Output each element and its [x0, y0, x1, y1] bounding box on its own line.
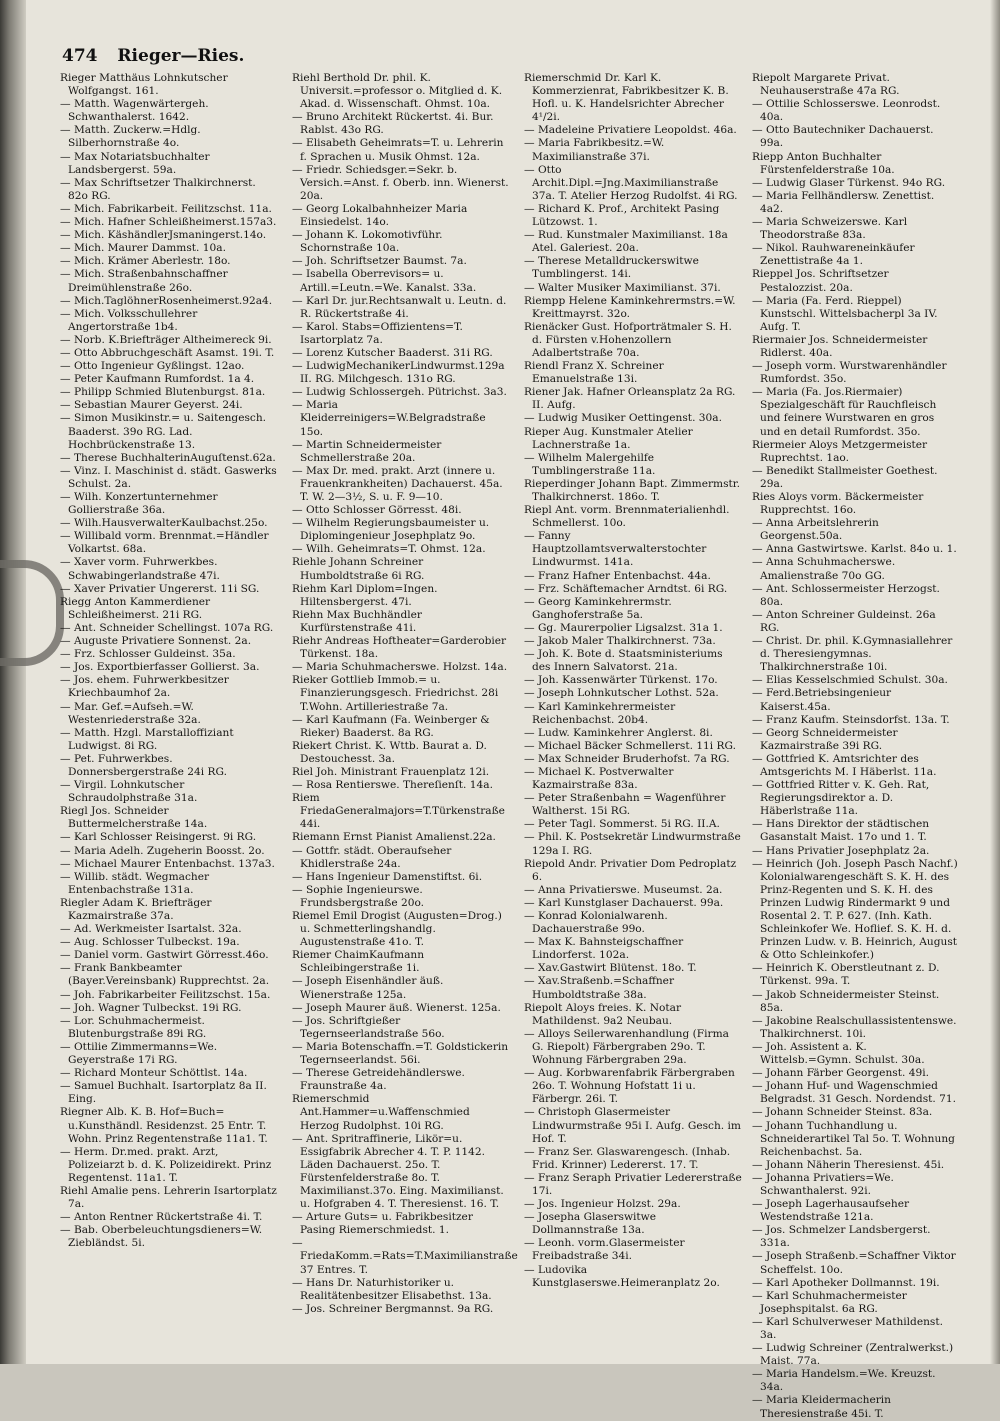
- directory-entry: Riegner Alb. K. B. Hof=Buch= u.Kunsthändl. Residenzst. 25 Entr. T. Wohn. Prinz Regentenstraße 11a1. T.: [60, 1106, 268, 1145]
- directory-entry: — Franz Hafner Entenbachst. 44a.: [524, 569, 711, 582]
- directory-entry: — Therese Getreidehändlerswe. Fraunstraße 4a.: [292, 1067, 465, 1093]
- directory-entry: — Xaver vorm. Fuhrwerkbes. Schwabingerlandstraße 47i.: [60, 556, 220, 582]
- directory-entry: — Mich. Straßenbahnschaffner Dreimühlenstraße 26o.: [60, 268, 228, 294]
- directory-entry: Riegl Jos. Schneider Buttermelcherstraße 14a.: [60, 805, 208, 831]
- directory-entry: — Frz. Schlosser Guldeinst. 35a.: [60, 648, 236, 661]
- directory-entry: Riekert Christ. K. Wttb. Baurat a. D. Destouchesst. 3a.: [292, 739, 487, 765]
- directory-column-3: [524, 72, 742, 1302]
- directory-entry: — Norb. K.Briefträger Altheimereck 9i.: [60, 333, 272, 346]
- directory-entry: — Maria (Fa. Jos.Riermaier) Spezialgeschäft für Rauchfleisch und feinere Wurstwaren en gros und en detail Rumfordst. 35o.: [752, 386, 937, 438]
- directory-column-4: [752, 72, 958, 1420]
- directory-entry: — Gottfr. städt. Oberaufseher Khidlerstraße 24a.: [292, 844, 452, 870]
- directory-entry: — Friedr. Schiedsger.=Sekr. b. Versich.=Anst. f. Oberb. inn. Wienerst. 20a.: [292, 163, 509, 202]
- directory-entry: — Walter Musiker Maximilianst. 37i.: [524, 281, 721, 294]
- directory-entry: — Anton Rentner Rückertstraße 4i. T.: [60, 1211, 263, 1224]
- directory-entry: — Max Schriftsetzer Thalkirchnerst. 82o RG.: [60, 176, 256, 202]
- directory-entry: — Ludwig Musiker Oettingenst. 30a.: [524, 412, 722, 425]
- directory-entry: — Isabella Oberrevisors= u. Artill.=Leutn.=We. Kanalst. 33a.: [292, 268, 477, 294]
- directory-entry: Rieperdinger Johann Bapt. Zimmermstr. Thalkirchnerst. 186o. T.: [524, 477, 741, 503]
- directory-entry: — Heinrich (Joh. Joseph Pasch Nachf.) Kolonialwarengeschäft S. K. H. des Prinz-Regenten und S. K. H. des Prinzen Ludwig Rindermarkt 9 und Rosental 2. T. P. 627. (Inh. Kath. Schleinkofer We. Hoflief. S. K. H. d. Prinzen Ludw. v. B. Heinrich, August & Otto Schleinkofer.): [752, 857, 958, 962]
- page-header: [62, 46, 962, 70]
- directory-entry: — Max Dr. med. prakt. Arzt (innere u. Frauenkrankheiten) Dachauerst. 45a. T. W. 2—3½, S. u. F. 9—10.: [292, 464, 503, 503]
- directory-entry: — Mich.TaglöhnerRosenheimerst.92a4.: [60, 294, 273, 307]
- directory-entry: — Franz Ser. Glaswarengesch. (Inhab. Frid. Krinner) Ledererst. 17. T.: [524, 1145, 731, 1171]
- directory-entry: — LudwigMechanikerLindwurmst.129a II. RG. Milchgesch. 131o RG.: [292, 360, 505, 386]
- directory-entry: — Matth. Hzgl. Marstalloffiziant Ludwigst. 8i RG.: [60, 726, 234, 752]
- directory-entry: — Sebastian Maurer Geyerst. 24i.: [60, 399, 243, 412]
- directory-entry: — Philipp Schmied Blutenburgst. 81a.: [60, 386, 266, 399]
- directory-entry: — Frz. Schäftemacher Arndtst. 6i RG.: [524, 582, 728, 595]
- directory-entry: Rieger Matthäus Lohnkutscher Wolfgangst. 161.: [60, 72, 228, 98]
- directory-entry: — Ludwig Schlossergeh. Pütrichst. 3a3.: [292, 386, 507, 399]
- directory-entry: — Bab. Oberbeleuchtungsdieners=W. Ziebländst. 5i.: [60, 1224, 263, 1250]
- directory-entry: — Otto Bautechniker Dachauerst. 99a.: [752, 124, 934, 150]
- directory-entry: — Jakob Maler Thalkirchnerst. 73a.: [524, 635, 716, 648]
- directory-entry: Riemerschmid Dr. Karl K. Kommerzienrat, Fabrikbesitzer K. B. Hofl. u. K. Handelsrichter Abrecher 4¹/2i.: [524, 72, 729, 124]
- directory-entry: Riempp Helene Kaminkehrermstrs.=W. Kreittmayrst. 32o.: [524, 294, 736, 320]
- directory-entry: — Xav.Gastwirt Blütenst. 18o. T.: [524, 962, 697, 975]
- directory-entry: — Aug. Schlosser Tulbeckst. 19a.: [60, 936, 240, 949]
- directory-entry: — Elisabeth Geheimrats=T. u. Lehrerin f. Sprachen u. Musik Ohmst. 12a.: [292, 137, 504, 163]
- directory-entry: — Maria Kleidermacherin Theresienstraße 45i. T.: [752, 1394, 891, 1420]
- directory-entry: — Elias Kesselschmied Schulst. 30a.: [752, 674, 948, 687]
- directory-entry: — Wilhelm Malergehilfe Tumblingerstraße 11a.: [524, 451, 656, 477]
- directory-entry: Riehl Berthold Dr. phil. K. Universit.=professor o. Mitglied d. K. Akad. d. Wissenschaft. Ohmst. 10a.: [292, 72, 503, 111]
- directory-entry: Riegler Adam K. Briefträger Kazmairstraße 37a.: [60, 896, 212, 922]
- directory-entry: — Peter Kaufmann Rumfordst. 1a 4.: [60, 373, 255, 386]
- directory-entry: — Otto Schlosser Görresst. 48i.: [292, 504, 462, 517]
- directory-entry: — Jakobine Realschullassistentenswe. Thalkirchnerst. 10i.: [752, 1014, 957, 1040]
- directory-entry: — Daniel vorm. Gastwirt Görresst.46o.: [60, 949, 269, 962]
- directory-entry: — Jos. ehem. Fuhrwerkbesitzer Kriechbaumhof 2a.: [60, 674, 229, 700]
- directory-entry: — Christoph Glasermeister Lindwurmstraße 95i I. Aufg. Gesch. im Hof. T.: [524, 1106, 741, 1145]
- directory-entry: — Ant. Schneider Schellingst. 107a RG.: [60, 621, 274, 634]
- directory-entry: — Johann K. Lokomotivführ. Schornstraße 10a.: [292, 229, 443, 255]
- directory-entry: Riem FriedaGeneralmajors=T.Türkenstraße 44i.: [292, 792, 505, 831]
- directory-entry: — Rosa Rentierswe. Thereſienſt. 14a.: [292, 779, 493, 792]
- directory-entry: Riepp Anton Buchhalter Fürstenfelderstraße 10a.: [752, 150, 895, 176]
- directory-entry: — Johann Schneider Steinst. 83a.: [752, 1106, 933, 1119]
- directory-entry: — Georg Lokalbahnheizer Maria Einsiedelst. 14o.: [292, 202, 468, 229]
- directory-entry: — Ottilie Zimmermanns=We. Geyerstraße 17i RG.: [60, 1040, 218, 1067]
- directory-entry: — Maria Schuhmacherswe. Holzst. 14a.: [292, 661, 508, 674]
- running-title: Rieger—Ries.: [117, 46, 245, 66]
- directory-entry: — Simon Musikinstr.= u. Saitengesch. Baaderst. 39o RG. Lad. Hochbrückenstraße 13.: [60, 412, 267, 451]
- directory-entry: Riegg Anton Kammerdiener Schleißheimerst. 21i RG.: [60, 595, 211, 621]
- directory-entry: — Heinrich K. Oberstleutnant z. D. Türkenst. 99a. T.: [752, 962, 940, 988]
- paper-clip-shadow: [0, 560, 64, 666]
- directory-entry: — Willibald vorm. Brennmat.=Händler Volkartst. 68a.: [60, 530, 269, 556]
- directory-entry: — Karl Schlosser Reisingerst. 9i RG.: [60, 831, 257, 844]
- directory-entry: — Alloys Seilerwarenhandlung (Firma G. Riepolt) Färbergraben 29o. T. Wohnung Färbergraben 29a.: [524, 1027, 729, 1067]
- directory-entry: — Joh. Fabrikarbeiter Feilitzschst. 15a.: [60, 988, 271, 1001]
- directory-entry: — Auguste Privatiere Sonnenst. 2a.: [60, 635, 252, 648]
- directory-entry: — Joh. Schriftsetzer Baumst. 7a.: [292, 255, 467, 268]
- directory-entry: — Hans Dr. Naturhistoriker u. Realitätenbesitzer Elisabethst. 13a.: [292, 1276, 492, 1302]
- directory-entry: — Otto Ingenieur Gyßlingst. 12ao.: [60, 360, 245, 373]
- directory-entry: Riermaier Jos. Schneidermeister Ridlerst. 40a.: [752, 333, 928, 359]
- directory-entry: — Josepha Glaserswitwe Dollmannstraße 13a.: [524, 1211, 657, 1237]
- directory-entry: — Ant. Schlossermeister Herzogst. 80a.: [752, 582, 940, 608]
- directory-entry: — Maria Handelsm.=We. Kreuzst. 34a.: [752, 1368, 936, 1394]
- directory-entry: — Madeleine Privatiere Leopoldst. 46a.: [524, 124, 737, 137]
- directory-entry: Riehr Andreas Hoftheater=Garderobier Türkenst. 18a.: [292, 635, 507, 661]
- page-number: 474: [62, 46, 98, 66]
- directory-entry: — Wilh. Geheimrats=T. Ohmst. 12a.: [292, 543, 486, 556]
- directory-entry: — Frank Bankbeamter (Bayer.Vereinsbank) Rupprechtst. 2a.: [60, 962, 270, 988]
- directory-entry: — Arture Guts= u. Fabrikbesitzer Pasing Riemerschmiedst. 1.: [292, 1211, 473, 1237]
- directory-entry: — Wilhelm Regierungsbaumeister u. Diplomingenieur Josephplatz 9o.: [292, 517, 490, 543]
- directory-entry: — Karl Kunstglaser Dachauerst. 99a.: [524, 896, 724, 909]
- directory-entry: — Ludw. Kaminkehrer Anglerst. 8i.: [524, 726, 713, 739]
- directory-entry: — Joh. Assistent a. K. Wittelsb.=Gymn. Schulst. 30a.: [752, 1040, 925, 1067]
- directory-entry: Riermeier Aloys Metzgermeister Ruprechtst. 1ao.: [752, 438, 928, 464]
- directory-entry: — Ferd.Betriebsingenieur Kaiserst.45a.: [752, 687, 892, 713]
- directory-entry: — Georg Kaminkehrermstr. Ganghoferstraße 5a.: [524, 595, 672, 621]
- directory-entry: — Samuel Buchhalt. Isartorplatz 8a II. Eing.: [60, 1080, 267, 1106]
- directory-entry: — Joseph Straßenb.=Schaffner Viktor Scheffelst. 10o.: [752, 1250, 956, 1276]
- directory-entry: — Hans Ingenieur Damenstiftst. 6i.: [292, 870, 483, 883]
- directory-entry: Riepl Ant. vorm. Brennmaterialienhdl. Schmellerst. 10o.: [524, 504, 730, 530]
- directory-entry: — Joh. Kassenwärter Türkenst. 17o.: [524, 674, 718, 687]
- directory-entry: — Peter Straßenbahn = Wagenführer Waltherst. 15i RG.: [524, 792, 726, 818]
- directory-entry: Riehm Karl Diplom=Ingen. Hiltensbergerst. 47i.: [292, 582, 438, 608]
- directory-entry: — Joh. K. Bote d. Staatsministeriums des Innern Salvatorst. 21a.: [524, 648, 723, 674]
- directory-entry: — Konrad Kolonialwarenh. Dachauerstraße 99o.: [524, 910, 668, 936]
- directory-entry: — Ludovika Kunstglaserswe.Heimeranplatz 2o.: [524, 1263, 720, 1289]
- directory-entry: — Wilh. Konzertunternehmer Gollierstraße 36a.: [60, 491, 218, 517]
- directory-entry: — Jos. Exportbierfasser Gollierst. 3a.: [60, 661, 260, 674]
- directory-entry: Riepolt Aloys freies. K. Notar Mathildenst. 9a2 Neubau.: [524, 1001, 682, 1027]
- directory-entry: Riehle Johann Schreiner Humboldtstraße 6i RG.: [292, 556, 425, 582]
- directory-entry: — Joseph Eisenhändler äuß. Wienerstraße 125a.: [292, 975, 444, 1001]
- directory-entry: — Otto Archit.Dipl.=Jng.Maximilianstraße 37a. T. Atelier Herzog Rudolfst. 4i RG.: [524, 163, 738, 202]
- directory-entry: — Anna Schuhmacherswe. Amalienstraße 70o GG.: [752, 556, 896, 582]
- directory-entry: — Mich. Fabrikarbeit. Feilitzschst. 11a.: [60, 202, 272, 215]
- directory-entry: — Sophie Ingenieurswe. Frundsbergstraße 20o.: [292, 883, 425, 909]
- directory-entry: — Rud. Kunstmaler Maximilianst. 18a Atel. Galeriest. 20a.: [524, 229, 728, 255]
- directory-entry: — Lorenz Kutscher Baaderst. 31i RG.: [292, 346, 493, 359]
- directory-entry: — FriedaKomm.=Rats=T.Maximilianstraße 37 Entres. T.: [292, 1237, 518, 1276]
- directory-entry: — Max K. Bahnsteigschaffner Lindorferst. 102a.: [524, 936, 684, 962]
- directory-entry: — Max Notariatsbuchhalter Landsbergerst. 59a.: [60, 150, 210, 176]
- directory-entry: — Ant. Spritraffinerie, Likör=u. Essigfabrik Abrecher 4. T. P. 1142. Läden Dachauerst. 25o. T. Fürstenfelderstraße 8o. T. Maximilianst.37o. Eing. Maximilianst. u. Hofgraben 4. T. Theresienst. 16. T.: [292, 1132, 504, 1211]
- directory-entry: Riemel Emil Drogist (Augusten=Drog.) u. Schmetterlingshandlg. Augustenstraße 41o. T.: [292, 910, 502, 949]
- directory-entry: — Mich. Hafner Schleißheimerst.157a3.: [60, 216, 277, 229]
- directory-entry: — Benedikt Stallmeister Goethest. 29a.: [752, 464, 938, 490]
- directory-entry: — Franz Kaufm. Steinsdorfst. 13a. T.: [752, 713, 950, 726]
- directory-entry: — Xav.Straßenb.=Schaffner Humboldtstraße 38a.: [524, 975, 675, 1001]
- directory-entry: — Aug. Korbwarenfabrik Färbergraben 26o. T. Wohnung Hofstatt 1i u. Färbergr. 26i. T.: [524, 1067, 735, 1106]
- directory-entry: — Martin Schneidermeister Schmellerstraße 20a.: [292, 438, 442, 464]
- directory-entry: — Ottilie Schlosserswe. Leonrodst. 40a.: [752, 98, 941, 124]
- directory-entry: — Therese BuchhalterinAuguſtenst.62a.: [60, 451, 276, 464]
- directory-entry: — Michael Bäcker Schmellerst. 11i RG.: [524, 739, 736, 752]
- directory-entry: — Anna Privatierswe. Museumst. 2a.: [524, 883, 723, 896]
- directory-entry: — Christ. Dr. phil. K.Gymnasiallehrer d. Theresiengymnas. Thalkirchnerstraße 10i.: [752, 635, 953, 674]
- directory-entry: — Maria Botenschaffn.=T. Goldstickerin Tegernseerlandst. 56i.: [292, 1040, 509, 1067]
- directory-entry: — Johann Färber Georgenst. 49i.: [752, 1067, 929, 1080]
- directory-entry: Riepolt Margarete Privat. Neuhauserstraße 47a RG.: [752, 72, 900, 98]
- directory-entry: — Karl Schuhmachermeister Josephspitalst. 6a RG.: [752, 1289, 907, 1315]
- directory-entry: — Karl Kaufmann (Fa. Weinberger & Rieker) Baaderst. 8a RG.: [292, 713, 490, 739]
- directory-entry: — Mar. Gef.=Aufseh.=W. Westenriederstraße 32a.: [60, 700, 201, 726]
- directory-entry: Riener Jak. Hafner Orleansplatz 2a RG. II. Aufg.: [524, 386, 736, 412]
- directory-entry: — Maria Schweizerswe. Karl Theodorstraße 83a.: [752, 216, 908, 242]
- directory-column-1: [60, 72, 278, 1302]
- directory-entry: — Mich. Volksschullehrer Angertorstraße 1b4.: [60, 307, 198, 333]
- directory-entry: — Peter Tagl. Sommerst. 5i RG. II.A.: [524, 818, 720, 831]
- directory-entry: — Richard Monteur Schöttlst. 14a.: [60, 1067, 248, 1080]
- directory-entry: — Phil. K. Postsekretär Lindwurmstraße 129a I. RG.: [524, 831, 741, 857]
- directory-entry: — Jos. Schreiner Bergmannst. 9a RG.: [292, 1302, 494, 1315]
- directory-entry: — Gg. Maurerpolier Ligsalzst. 31a 1.: [524, 621, 723, 634]
- directory-column-2: [292, 72, 518, 1315]
- directory-entry: — Lor. Schuhmachermeist. Blutenburgstraße 89i RG.: [60, 1014, 207, 1040]
- directory-entry: — Michael Maurer Entenbachst. 137a3.: [60, 857, 275, 870]
- directory-entry: — Joseph Lagerhausaufseher Westendstraße 121a.: [752, 1198, 910, 1224]
- directory-entry: — Jakob Schneidermeister Steinst. 85a.: [752, 988, 940, 1014]
- directory-entry: — Mich. Maurer Dammst. 10a.: [60, 242, 226, 255]
- directory-entry: — Ludwig Schreiner (Zentralwerkst.) Maist. 77a.: [752, 1342, 954, 1368]
- directory-entry: — Joseph Maurer äuß. Wienerst. 125a.: [292, 1001, 501, 1014]
- directory-entry: — Wilh.HausverwalterKaulbachst.25o.: [60, 517, 268, 530]
- book-gutter: [0, 0, 26, 1364]
- directory-entry: — Karl Schulverweser Mathildenst. 3a.: [752, 1315, 943, 1341]
- directory-entry: — Hans Privatier Josephplatz 2a.: [752, 844, 930, 857]
- directory-entry: — Michael K. Postverwalter Kazmairstraße 83a.: [524, 765, 674, 792]
- directory-entry: — Jos. Schriftgießer Tegernseerlandstraße 56o.: [292, 1014, 445, 1040]
- directory-entry: Riemerschmid Ant.Hammer=u.Waffenschmied Herzog Rudolphst. 10i RG.: [292, 1093, 470, 1132]
- directory-entry: — Maria Fabrikbesitz.=W. Maximilianstraße 37i.: [524, 137, 665, 163]
- directory-entry: — Therese Metalldruckerswitwe Tumblingerst. 14i.: [524, 255, 699, 281]
- directory-entry: Rieppel Jos. Schriftsetzer Pestalozzist. 20a.: [752, 268, 889, 294]
- page-edge-shadow: [990, 0, 1000, 1364]
- directory-entry: — Karl Kaminkehrermeister Reichenbachst. 20b4.: [524, 700, 676, 726]
- directory-entry: — Joseph vorm. Wurstwarenhändler Rumfordst. 35o.: [752, 360, 947, 386]
- directory-entry: — Anna Arbeitslehrerin Georgenst.50a.: [752, 517, 879, 543]
- directory-entry: Riehl Amalie pens. Lehrerin Isartorplatz 7a.: [60, 1184, 277, 1211]
- directory-entry: Riemann Ernst Pianist Amalienst.22a.: [292, 831, 496, 844]
- directory-entry: — Karol. Stabs=Offizientens=T. Isartorplatz 7a.: [292, 320, 463, 346]
- directory-entry: Rieper Aug. Kunstmaler Atelier Lachnerstraße 1a.: [524, 425, 693, 451]
- directory-entry: — Johanna Privatiers=We. Schwanthalerst. 92i.: [752, 1171, 894, 1197]
- directory-entry: Ries Aloys vorm. Bäckermeister Rupprechtst. 16o.: [752, 491, 924, 517]
- directory-entry: — Xaver Privatier Ungererst. 11i SG.: [60, 582, 260, 595]
- directory-entry: Rieker Gottlieb Immob.= u. Finanzierungsgesch. Friedrichst. 28i T.Wohn. Artilleriestraße 7a.: [292, 674, 499, 713]
- directory-entry: — Richard K. Prof., Architekt Pasing Lützowst. 1.: [524, 202, 720, 229]
- directory-entry: — Gottfried Ritter v. K. Geh. Rat, Regierungsdirektor a. D. Häberlstraße 11a.: [752, 779, 930, 818]
- directory-entry: — Jos. Ingenieur Holzst. 29a.: [524, 1198, 681, 1211]
- directory-entry: — Herm. Dr.med. prakt. Arzt, Polizeiarzt b. d. K. Polizeidirekt. Prinz Regentenst. 11a1. T.: [60, 1145, 272, 1184]
- directory-entry: — Maria Adelh. Zugeherin Boosst. 2o.: [60, 844, 265, 857]
- directory-entry: — Franz Seraph Privatier Ledererstraße 17i.: [524, 1171, 742, 1197]
- directory-entry: Riehn Max Buchhändler Kurfürstenstraße 41i.: [292, 608, 422, 634]
- directory-entry: — Matth. Zuckerw.=Hdlg. Silberhornstraße 4o.: [60, 124, 201, 150]
- directory-entry: — Nikol. Rauhwareneinkäufer Zenettistraße 4a 1.: [752, 242, 915, 268]
- directory-entry: Rienäcker Gust. Hofporträtmaler S. H. d. Fürsten v.Hohenzollern Adalbertstraße 70a.: [524, 320, 732, 359]
- directory-entry: — Mich. Krämer Aberlestr. 18o.: [60, 255, 231, 268]
- directory-entry: — Georg Schneidermeister Kazmairstraße 39i RG.: [752, 726, 898, 752]
- directory-entry: — Joh. Wagner Tulbeckst. 19i RG.: [60, 1001, 242, 1014]
- directory-entry: — Vinz. I. Maschinist d. städt. Gaswerks Schulst. 2a.: [60, 464, 277, 490]
- directory-entry: — Hans Direktor der städtischen Gasanstalt Maist. 17o und 1. T.: [752, 818, 930, 844]
- directory-entry: — Fanny Hauptzollamtsverwalterstochter Lindwurmst. 141a.: [524, 530, 707, 569]
- directory-entry: — Anna Gastwirtswe. Karlst. 84o u. 1.: [752, 543, 957, 556]
- directory-entry: — Karl Apotheker Dollmannst. 19i.: [752, 1276, 940, 1289]
- directory-entry: — Bruno Architekt Rückertst. 4i. Bur. Rablst. 43o RG.: [292, 111, 494, 137]
- directory-entry: — Anton Schreiner Guldeinst. 26a RG.: [752, 608, 936, 634]
- directory-entry: — Johann Huf- und Wagenschmied Belgradst. 31 Gesch. Nordendst. 71.: [752, 1080, 956, 1106]
- directory-entry: — Mich. KäshändlerJsmaningerst.14o.: [60, 229, 267, 242]
- directory-entry: — Johann Näherin Theresienst. 45i.: [752, 1158, 945, 1171]
- directory-entry: — Jos. Schmelzer Landsbergerst. 331a.: [752, 1224, 931, 1250]
- directory-entry: — Maria (Fa. Ferd. Rieppel) Kunstschl. Wittelsbacherpl 3a IV. Aufg. T.: [752, 294, 938, 333]
- directory-entry: — Leonh. vorm.Glasermeister Freibadstraße 34i.: [524, 1237, 685, 1263]
- directory-entry: — Willib. städt. Wegmacher Entenbachstraße 131a.: [60, 870, 210, 896]
- directory-entry: — Karl Dr. jur.Rechtsanwalt u. Leutn. d. R. Rückertstraße 4i.: [292, 294, 507, 320]
- directory-entry: — Johann Tuchhandlung u. Schneiderartikel Tal 5o. T. Wohnung Reichenbachst. 5a.: [752, 1119, 955, 1158]
- directory-entry: — Ad. Werkmeister Isartalst. 32a.: [60, 923, 242, 936]
- directory-entry: — Matth. Wagenwärtergeh. Schwanthalerst. 1642.: [60, 98, 209, 124]
- directory-entry: — Gottfried K. Amtsrichter des Amtsgerichts M. I Häberlst. 11a.: [752, 752, 937, 778]
- directory-entry: — Virgil. Lohnkutscher Schraudolphstraße 31a.: [60, 779, 198, 805]
- directory-entry: — Max Schneider Bruderhofst. 7a RG.: [524, 752, 730, 765]
- directory-entry: Riendl Franz X. Schreiner Emanuelstraße 13i.: [524, 360, 664, 386]
- directory-entry: — Ludwig Glaser Türkenst. 94o RG.: [752, 176, 946, 189]
- directory-entry: — Pet. Fuhrwerkbes. Donnersbergerstraße 24i RG.: [60, 752, 227, 778]
- directory-entry: — Maria Kleiderreinigers=W.Belgradstraße 15o.: [292, 399, 486, 438]
- directory-entry: — Maria Fellhändlersw. Zenettist. 4a2.: [752, 189, 935, 215]
- directory-entry: Riepold Andr. Privatier Dom Pedroplatz 6.: [524, 857, 737, 883]
- directory-entry: Riemer ChaimKaufmann Schleibingerstraße 1i.: [292, 949, 425, 975]
- directory-entry: Riel Joh. Ministrant Frauenplatz 12i.: [292, 765, 490, 778]
- directory-entry: — Otto Abbruchgeschäft Asamst. 19i. T.: [60, 346, 275, 359]
- directory-entry: — Joseph Lohnkutscher Lothst. 52a.: [524, 687, 719, 700]
